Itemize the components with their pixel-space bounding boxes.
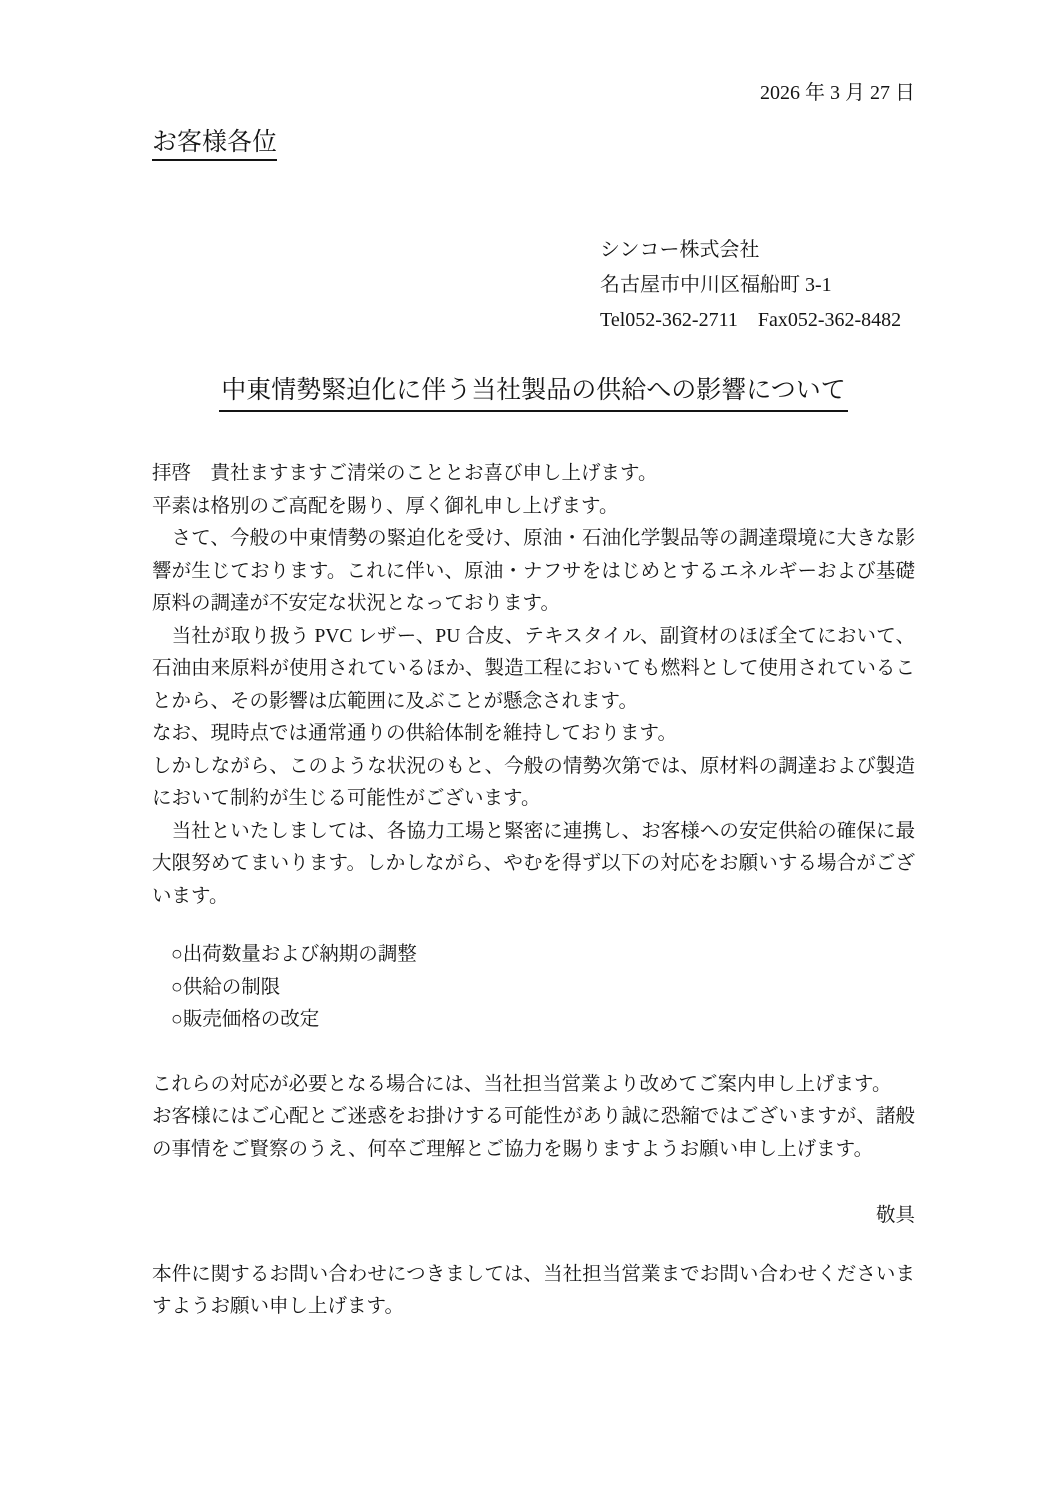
sender-company: シンコー株式会社	[600, 239, 760, 261]
recipient: お客様各位	[152, 128, 277, 161]
letter-body-after-list	[152, 1069, 915, 1167]
contact-note-text: 本件に関するお問い合わせにつきましては、当社担当営業までお問い合わせくださいますようお願い申し上げます。	[152, 1263, 915, 1317]
request-list-item: ○出荷数量および納期の調整	[171, 944, 417, 965]
sender-address: 名古屋市中川区福船町 3-1	[600, 274, 832, 296]
closing-word: 敬具	[875, 1205, 915, 1226]
body-paragraph: お客様にはご心配とご迷惑をお掛けする可能性があり誠に恐縮ではございますが、諸般の事情をご賢察のうえ、何卒ご理解とご協力を賜りますようお願い申し上げます。	[152, 1106, 915, 1160]
body-paragraph: なお、現時点では通常通りの供給体制を維持しております。	[152, 723, 677, 744]
document-date: 2026 年 3 月 27 日	[760, 82, 915, 104]
body-paragraph: 当社が取り扱う PVC レザー、PU 合皮、テキスタイル、副資材のほぼ全てにおいて、石油由来原料が使用されているほか、製造工程においても燃料として使用されていることから、その影響は広範囲に及ぶことが懸念されます。	[152, 625, 915, 712]
body-paragraph: しかしながら、このような状況のもと、今般の情勢次第では、原材料の調達および製造において制約が生じる可能性がございます。	[152, 755, 915, 809]
title-row	[152, 374, 915, 412]
request-list-item: ○販売価格の改定	[171, 1009, 320, 1030]
contact-note	[152, 1259, 915, 1324]
body-paragraph: 拝啓 貴社ますますご清栄のこととお喜び申し上げます。	[152, 463, 658, 484]
body-paragraph: 平素は格別のご高配を賜り、厚く御礼申し上げます。	[152, 495, 619, 517]
document-title: 中東情勢緊迫化に伴う当社製品の供給への影響について	[219, 374, 848, 412]
letter-body	[152, 458, 915, 913]
recipient-row	[152, 128, 915, 161]
request-list	[152, 939, 915, 1037]
body-paragraph: これらの対応が必要となる場合には、当社担当営業より改めてご案内申し上げます。	[152, 1073, 892, 1095]
sender-block	[600, 233, 915, 338]
body-paragraph: さて、今般の中東情勢の緊迫化を受け、原油・石油化学製品等の調達環境に大きな影響が生じております。これに伴い、原油・ナフサをはじめとするエネルギーおよび基礎原料の調達が不安定な状況となっております。	[152, 528, 915, 614]
request-list-item: ○供給の制限	[171, 976, 281, 998]
body-paragraph: 当社といたしましては、各協力工場と緊密に連携し、お客様への安定供給の確保に最大限努めてまいります。しかしながら、やむを得ず以下の対応をお願いする場合がございます。	[152, 820, 915, 907]
sender-contact: Tel052-362-2711 Fax052-362-8482	[600, 309, 902, 331]
